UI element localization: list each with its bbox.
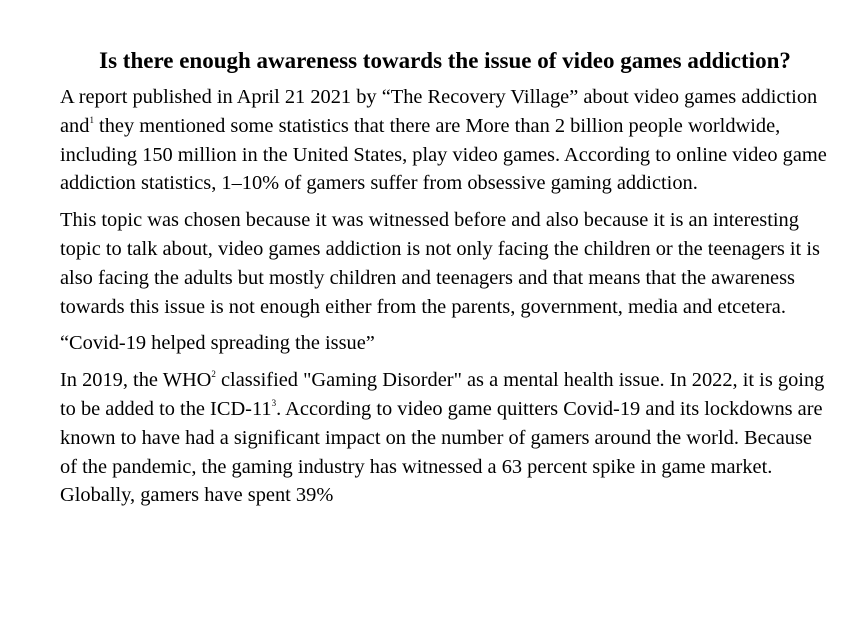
paragraph-text: A report published in April 21 2021 by “The Recovery Village” about video games addiction and	[60, 86, 818, 137]
paragraph-text: . According to video game quitters Covid-19 and its lockdowns are known to have had a significant impact on the number of gamers around the world. Because of the pandemic, the gaming industry has witnessed a 63 percent spike in game market. Globally, gamers have spent 39%	[60, 397, 823, 507]
paragraph-text: they mentioned some statistics that there are More than 2 billion people worldwide, including 150 million in the United States, play video games. According to online video game addiction statistics, 1–10% of gamers suffer from obsessive gaming addiction.	[60, 114, 827, 195]
footnote-marker-2: 2	[211, 369, 216, 380]
paragraph-who-classification	[60, 366, 830, 510]
paragraph-topic-reason: This topic was chosen because it was witnessed before and also because it is an interesting topic to talk about, video games addiction is not only facing the children or the teenagers it is also facing the adults but mostly children and teenagers and that means that the awareness towards this issue is not enough either from the parents, government, media and etcetera.	[60, 209, 820, 318]
footnote-marker-1: 1	[89, 115, 94, 125]
document-page	[60, 44, 830, 518]
footnote-marker-3: 3	[271, 398, 277, 409]
paragraph-text: In 2019, the WHO	[60, 369, 212, 392]
paragraph-text: classified "Gaming Disorder" as a mental health issue. In 2022, it is going to be added to the ICD-11	[60, 369, 825, 420]
paragraph-report-statistics	[60, 83, 830, 198]
document-title: Is there enough awareness towards the issue of video games addiction?	[99, 48, 791, 73]
paragraph-covid-heading: “Covid-19 helped spreading the issue”	[60, 332, 375, 355]
